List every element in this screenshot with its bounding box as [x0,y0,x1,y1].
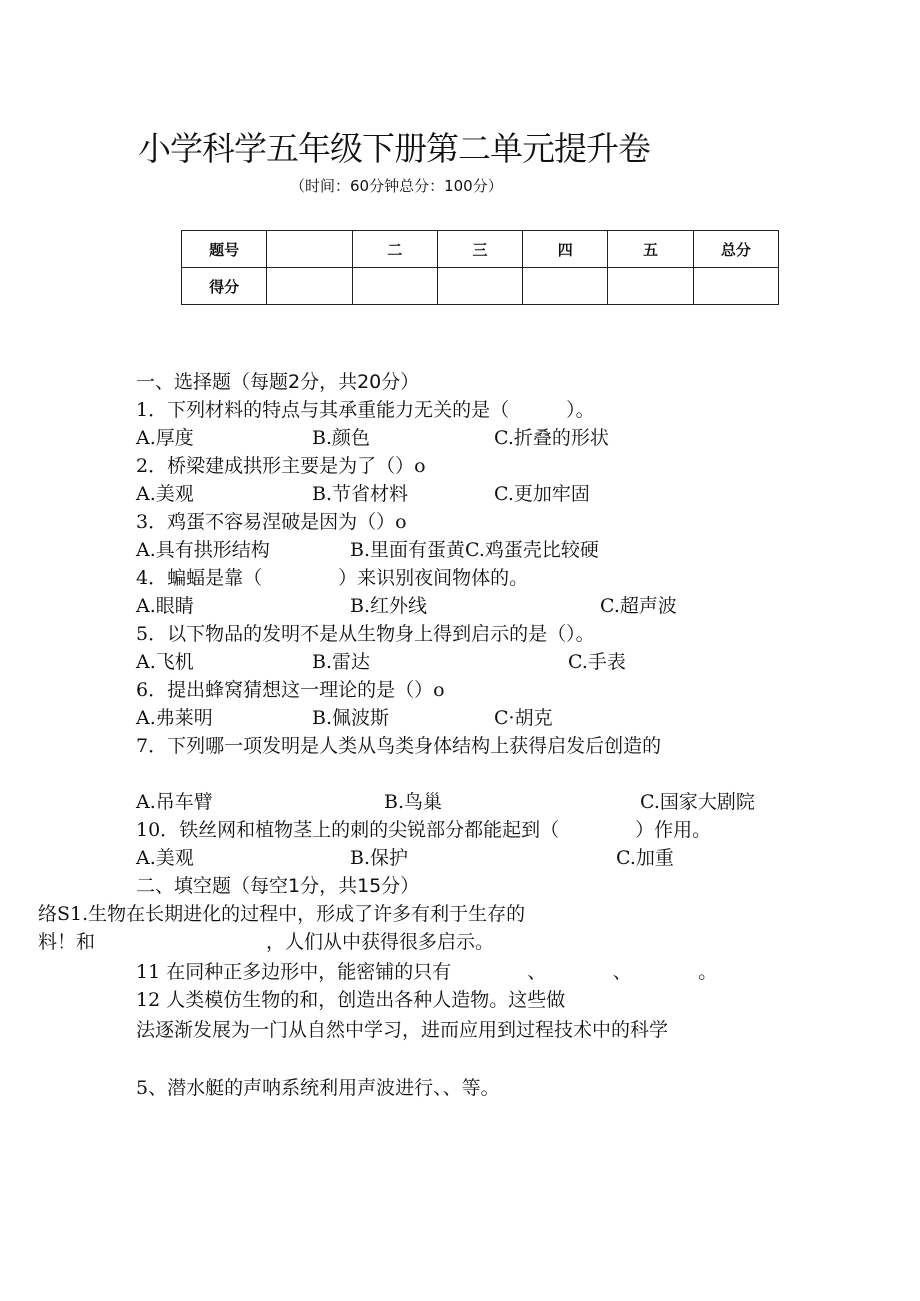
question-stem: 10．铁丝网和植物茎上的刺的尖锐部分都能起到（ ）作用。 [136,819,712,841]
option: C.手表 [568,651,626,673]
score-entry-cell[interactable] [523,268,608,305]
table-cell: 得分 [182,268,267,305]
page-title: 小学科学五年级下册第二单元提升卷 [138,129,650,168]
score-entry-cell[interactable] [437,268,522,305]
option: B.节省材料 [312,483,409,505]
fill-line: 料！和 ，人们从中获得很多启示。 [38,931,495,953]
score-entry-cell[interactable] [267,268,352,305]
score-entry-cell[interactable] [693,268,778,305]
question-options [136,788,836,816]
option: A.眼睛 [136,595,194,617]
option: A.弗莱明 [136,707,213,729]
table-row [182,231,779,268]
table-cell: 四 [523,231,608,268]
table-cell: 二 [352,231,437,268]
option: C.折叠的形状 [494,427,609,449]
option: C.国家大剧院 [640,791,755,813]
option: B.颜色 [312,427,371,449]
question-options [136,648,836,676]
fill-line: 12 人类模仿生物的和，创造出各种人造物。这些做 [136,989,566,1011]
question-stem: 7．下列哪一项发明是人类从鸟类身体结构上获得启发后创造的 [136,735,662,757]
option: B.里面有蛋黄C.鸡蛋壳比较硬 [350,539,599,561]
section-heading-choice: 一、选择题（每题2分，共20分） [136,371,420,393]
question-stem: 4．蝙蝠是靠（ ）来识别夜间物体的。 [136,567,529,589]
table-cell: 三 [437,231,522,268]
fill-line: 5、潜水艇的声呐系统利用声波进行、、等。 [136,1077,500,1099]
option: C.超声波 [600,595,677,617]
option: C.更加牢固 [494,483,590,505]
question-stem: 2．桥梁建成拱形主要是为了（）o [136,455,426,477]
question-options [136,424,836,452]
table-cell: 五 [608,231,693,268]
question-options [136,704,836,732]
option: A.具有拱形结构 [136,539,270,561]
option: C.加重 [616,847,674,869]
score-entry-cell[interactable] [608,268,693,305]
table-cell: 总分 [693,231,778,268]
question-stem: 5．以下物品的发明不是从生物身上得到启示的是（）。 [136,623,595,645]
option: B.保护 [350,847,409,869]
option: B.红外线 [350,595,428,617]
option: B.雷达 [312,651,371,673]
option: A.飞机 [136,651,194,673]
question-options [136,480,836,508]
score-table [181,230,779,305]
fill-line: 络S1.生物在长期进化的过程中，形成了许多有利于生存的 [38,903,526,925]
question-options [136,592,836,620]
option: B.佩波斯 [312,707,390,729]
question-stem: 3．鸡蛋不容易涅破是因为（）o [136,511,407,533]
option: C·胡克 [494,707,553,729]
option: A.美观 [136,483,194,505]
question-options [136,844,836,872]
question-options [136,536,836,564]
option: A.美观 [136,847,194,869]
question-stem: 6．提出蜂窝猜想这一理论的是（）o [136,679,445,701]
table-cell: 题号 [182,231,267,268]
score-entry-cell[interactable] [352,268,437,305]
table-row [182,268,779,305]
fill-line: 11 在同种正多边形中，能密铺的只有 、 、 。 [136,961,718,983]
question-stem: 1．下列材料的特点与其承重能力无关的是（ ）。 [136,399,595,421]
option: A.厚度 [136,427,194,449]
section-heading-fill: 二、填空题（每空1分，共15分） [136,875,420,897]
exam-info: （时间：60分钟总分：100分） [290,177,503,195]
table-cell [267,231,352,268]
fill-line: 法逐渐发展为一门从自然中学习，进而应用到过程技术中的科学 [136,1019,669,1041]
option: A.吊车臂 [136,791,213,813]
option: B.鸟巢 [384,791,443,813]
